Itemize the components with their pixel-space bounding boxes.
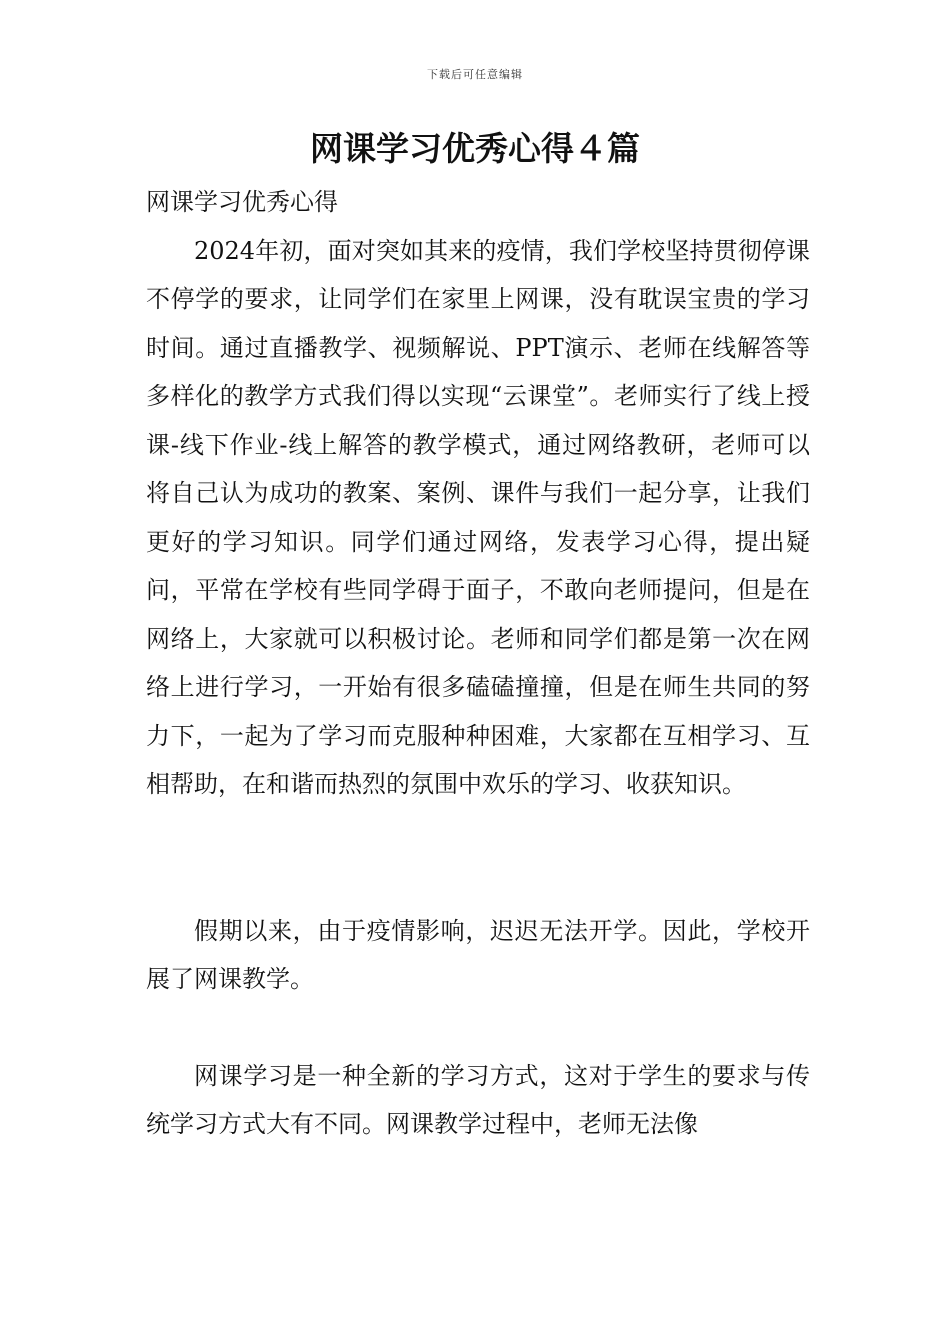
- paragraph-spacer: [146, 809, 810, 907]
- page-title: 网课学习优秀心得４篇: [310, 129, 640, 168]
- paragraph-spacer: [146, 1004, 810, 1052]
- header-note: 下载后可任意编辑: [427, 68, 523, 81]
- paragraph-3: 网课学习是一种全新的学习方式，这对于学生的要求与传统学习方式大有不同。网课教学过程中，老师无法像: [146, 1061, 810, 1138]
- paragraph-1: 2024年初，面对突如其来的疫情，我们学校坚持贯彻停课不停学的要求，让同学们在家里上网课，没有耽误宝贵的学习时间。通过直播教学、视频解说、PPT演示、老师在线解答等多样化的教学方式我们得以实现“云课堂”。老师实行了线上授课-线下作业-线上解答的教学模式，通过网络教研，老师可以将自己认为成功的教案、案例、课件与我们一起分享，让我们更好的学习知识。同学们通过网络，发表学习心得，提出疑问，平常在学校有些同学碍于面子，不敢向老师提问，但是在网络上，大家就可以积极讨论。老师和同学们都是第一次在网络上进行学习，一开始有很多磕磕撞撞，但是在师生共同的努力下，一起为了学习而克服种种困难，大家都在互相学习、互相帮助，在和谐而热烈的氛围中欢乐的学习、收获知识。: [146, 236, 810, 798]
- paragraph-2: 假期以来，由于疫情影响，迟迟无法开学。因此，学校开展了网课教学。: [146, 916, 810, 993]
- document-body: [146, 178, 810, 1149]
- section-subtitle: 网课学习优秀心得: [146, 188, 338, 216]
